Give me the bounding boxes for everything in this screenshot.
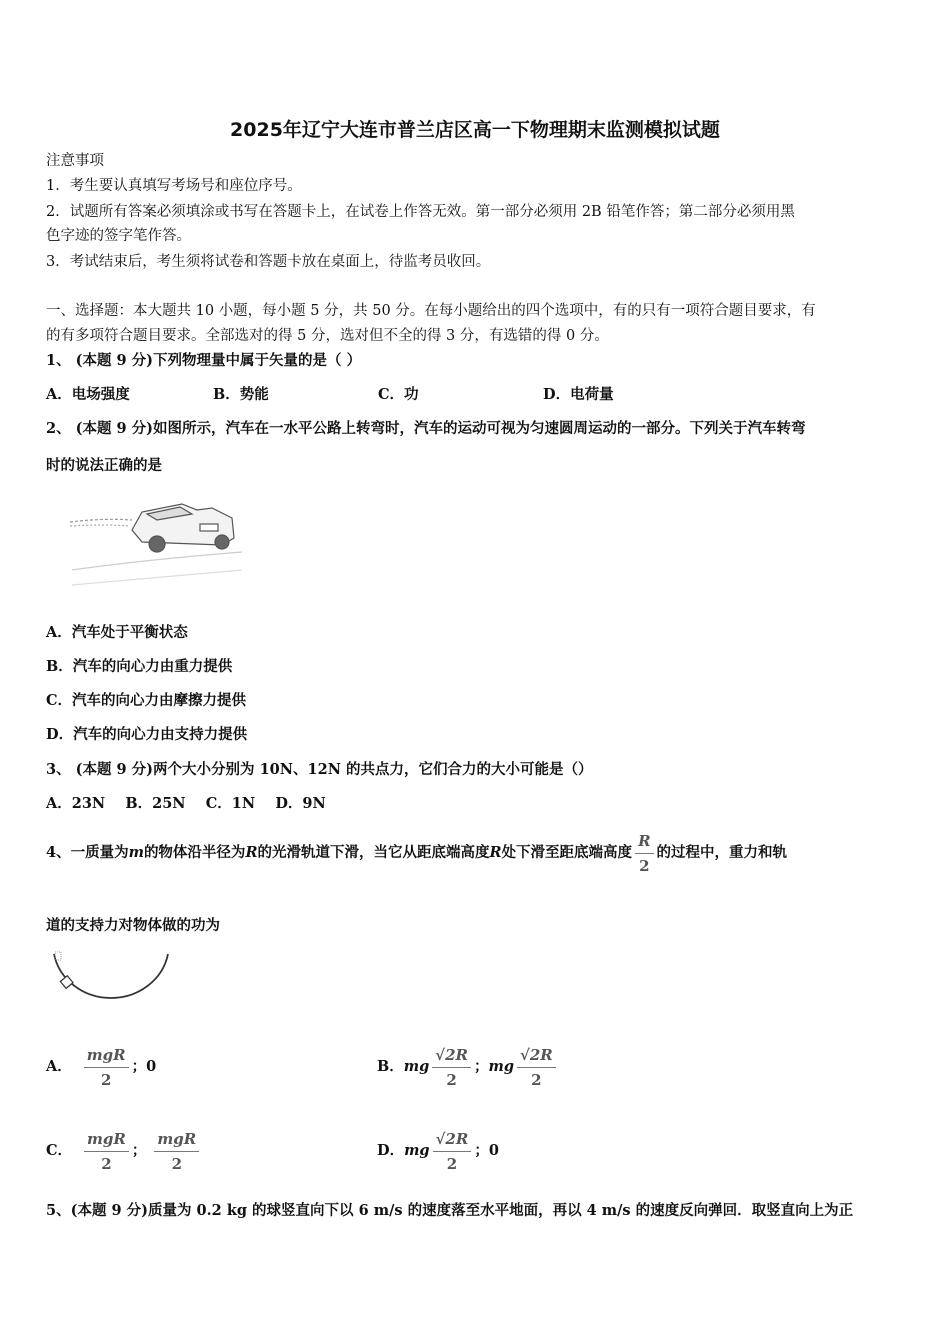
q4-text-d: 处下滑至距底端高度 <box>501 844 633 861</box>
q4-b-frac-1: $\frac{√2R}{2}$ <box>432 1045 471 1090</box>
q5-stem: 5、(本题 9 分)质量为 0.2 kg 的球竖直向下以 6 m/s 的速度落至水平地面，再以 4 m/s 的速度反向弹回．取竖直向上为正 <box>46 1202 854 1219</box>
q4-option-a: A． $\frac{\text{mgR}}{2}$ ； 0 <box>46 1045 157 1089</box>
notice-item-2-cont: 色字迹的签字笔作答。 <box>46 228 191 244</box>
page-title: 2025年辽宁大连市普兰店区高一下物理期末监测模拟试题 <box>230 119 720 141</box>
q2-option-c: C．汽车的向心力由摩擦力提供 <box>46 692 247 709</box>
semicircle-track-figure <box>48 950 173 1012</box>
q4-text-c: 的光滑轨道下滑，当它从距底端高度 <box>257 844 490 861</box>
q4-text-a: 4、一质量为 <box>46 844 129 861</box>
q4-b-frac-2: $\frac{√2R}{2}$ <box>517 1045 556 1090</box>
notice-item-2: 2．试题所有答案必须填涂或书写在答题卡上，在试卷上作答无效。第一部分必须用 2B 铅笔作答；第二部分必须用黑 <box>46 204 795 220</box>
notice-item-3: 3．考试结束后，考生须将试卷和答题卡放在桌面上，待监考员收回。 <box>46 254 491 270</box>
q1-option-d: D．电荷量 <box>543 386 614 403</box>
section-intro-1: 一、选择题：本大题共 10 小题，每小题 5 分，共 50 分。在每小题给出的四个选项中，有的只有一项符合题目要求，有 <box>46 303 816 319</box>
car-turning-figure <box>62 490 247 605</box>
section-intro-2: 的有多项符合题目要求。全部选对的得 5 分，选对但不全的得 3 分，有选错的得 0 分。 <box>46 328 609 344</box>
q2-option-b: B．汽车的向心力由重力提供 <box>46 658 233 675</box>
q4-sym-m: m <box>128 844 144 861</box>
q4-option-d: D． mg $\frac{√2R}{2}$ ； 0 <box>377 1129 499 1173</box>
q1-option-a: A．电场强度 <box>46 386 130 403</box>
q2-stem-2: 时的说法正确的是 <box>46 457 162 474</box>
q4-option-b: B． mg $\frac{√2R}{2}$ ； mg $\frac{√2R}{2}$ <box>377 1036 559 1098</box>
q4-sym-r2: R <box>489 844 502 861</box>
q3-stem: 3、 (本题 9 分)两个大小分别为 10N、12N 的共点力，它们合力的大小可能是（） <box>46 761 593 778</box>
q1-option-c: C．功 <box>378 386 419 403</box>
q1-option-b: B．势能 <box>213 386 269 403</box>
q4-c-frac-1: $\frac{\text{mgR}}{2}$ <box>84 1129 129 1174</box>
notice-heading: 注意事项 <box>46 153 104 169</box>
q4-option-c: C． $\frac{\text{mgR}}{2}$ ； $\frac{\text{mgR}}{2}$ <box>46 1120 202 1182</box>
q2-option-a: A．汽车处于平衡状态 <box>46 624 188 641</box>
q4-stem-2: 道的支持力对物体做的功为 <box>46 917 220 934</box>
q4-frac-r-over-2: $\frac{R}{2}$ <box>635 831 653 876</box>
q4-d-frac: $\frac{√2R}{2}$ <box>433 1129 472 1174</box>
q4-sym-r: R <box>245 844 258 861</box>
notice-item-1: 1．考生要认真填写考场号和座位序号。 <box>46 178 302 194</box>
q3-options: A．23N B．25N C．1N D．9N <box>46 795 326 812</box>
q4-c-frac-2: $\frac{\text{mgR}}{2}$ <box>154 1129 199 1174</box>
q4-a-frac: $\frac{\text{mgR}}{2}$ <box>84 1045 129 1090</box>
q4-text-b: 的物体沿半径为 <box>143 844 246 861</box>
q4-text-e: 的过程中，重力和轨 <box>656 844 788 861</box>
q2-stem-1: 2、 (本题 9 分)如图所示，汽车在一水平公路上转弯时，汽车的运动可视为匀速圆周运动的一部分。下列关于汽车转弯 <box>46 420 806 437</box>
q1-stem: 1、 (本题 9 分)下列物理量中属于矢量的是（ ） <box>46 352 362 369</box>
q4-stem-1 <box>46 828 787 878</box>
q2-option-d: D．汽车的向心力由支持力提供 <box>46 726 248 743</box>
